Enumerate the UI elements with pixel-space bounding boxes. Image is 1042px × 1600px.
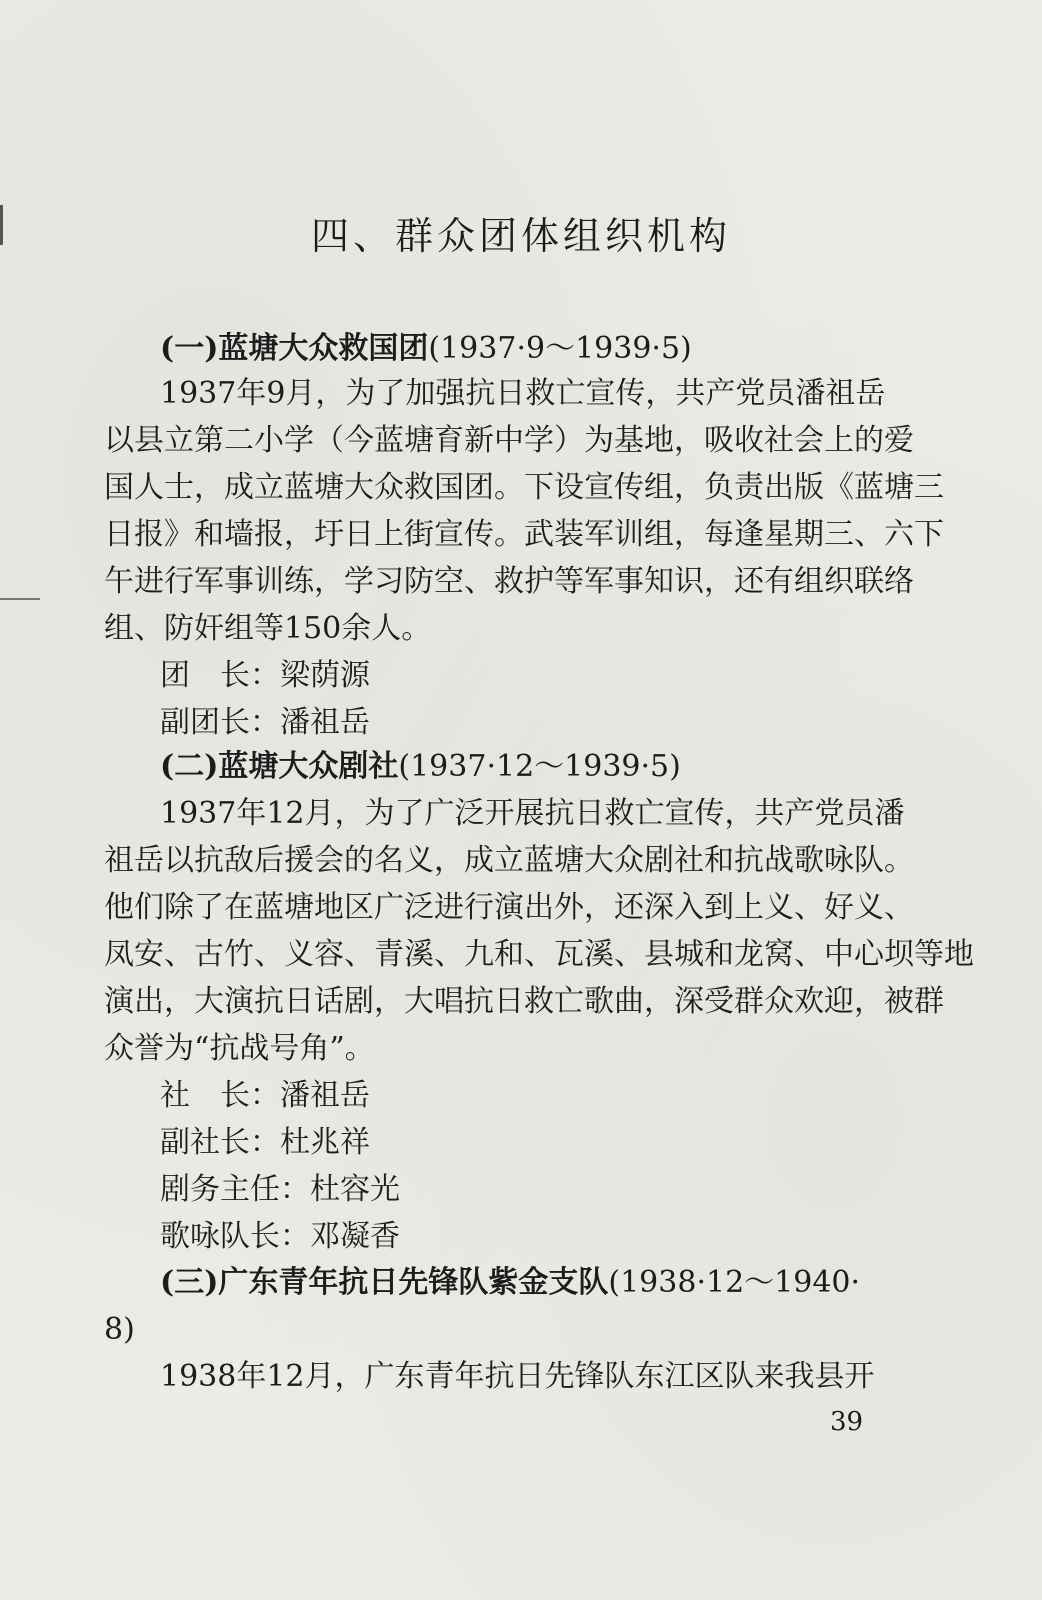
section-heading bbox=[160, 1264, 860, 1302]
section-heading-period: (1937·12～1939·5) bbox=[398, 749, 681, 784]
paragraph-line: 演出，大演抗日话剧，大唱抗日救亡歌曲，深受群众欢迎，被群 bbox=[104, 984, 944, 1019]
paragraph-line: 日报》和墙报，圩日上街宣传。武装军训组，每逢星期三、六下 bbox=[104, 517, 944, 552]
paragraph-line: 午进行军事训练，学习防空、救护等军事知识，还有组织联络 bbox=[104, 564, 914, 599]
section-heading-period-continued: 8) bbox=[104, 1312, 135, 1347]
paragraph-line: 凤安、古竹、义容、青溪、九和、瓦溪、县城和龙窝、中心坝等地 bbox=[104, 937, 974, 972]
section-heading bbox=[160, 748, 681, 786]
section-heading-title: (二)蓝塘大众剧社 bbox=[160, 749, 399, 784]
officer-line: 剧务主任：杜容光 bbox=[160, 1172, 400, 1207]
paragraph-line: 以县立第二小学（今蓝塘育新中学）为基地，吸收社会上的爱 bbox=[104, 423, 914, 458]
section-heading-period: (1937·9～1939·5) bbox=[428, 331, 692, 366]
paragraph-line: 众誉为“抗战号角”。 bbox=[104, 1031, 375, 1066]
officer-line: 副社长：杜兆祥 bbox=[160, 1125, 370, 1160]
officer-line: 副团长：潘祖岳 bbox=[160, 705, 370, 740]
paragraph-line: 1937年12月，为了广泛开展抗日救亡宣传，共产党员潘 bbox=[160, 796, 905, 831]
section-heading-title: (一)蓝塘大众救国团 bbox=[160, 331, 429, 366]
paragraph-line: 1938年12月，广东青年抗日先锋队东江区队来我县开 bbox=[160, 1359, 875, 1394]
officer-line: 团 长：梁荫源 bbox=[160, 658, 370, 693]
paragraph-line: 组、防奸组等150余人。 bbox=[104, 611, 432, 646]
section-heading-period: (1938·12～1940· bbox=[608, 1265, 861, 1300]
paragraph-line: 国人士，成立蓝塘大众救国团。下设宣传组，负责出版《蓝塘三 bbox=[104, 470, 944, 505]
section-heading bbox=[160, 330, 692, 368]
chapter-title: 四、群众团体组织机构 bbox=[310, 214, 731, 258]
officer-line: 社 长：潘祖岳 bbox=[160, 1078, 370, 1113]
officer-line: 歌咏队长：邓凝香 bbox=[160, 1219, 400, 1254]
paragraph-line: 祖岳以抗敌后援会的名义，成立蓝塘大众剧社和抗战歌咏队。 bbox=[104, 843, 914, 878]
paragraph-line: 1937年9月，为了加强抗日救亡宣传，共产党员潘祖岳 bbox=[160, 376, 886, 411]
section-heading-title: (三)广东青年抗日先锋队紫金支队 bbox=[160, 1265, 609, 1300]
scan-edge-mark bbox=[0, 598, 40, 600]
page-number: 39 bbox=[830, 1407, 864, 1437]
paragraph-line: 他们除了在蓝塘地区广泛进行演出外，还深入到上义、好义、 bbox=[104, 890, 914, 925]
